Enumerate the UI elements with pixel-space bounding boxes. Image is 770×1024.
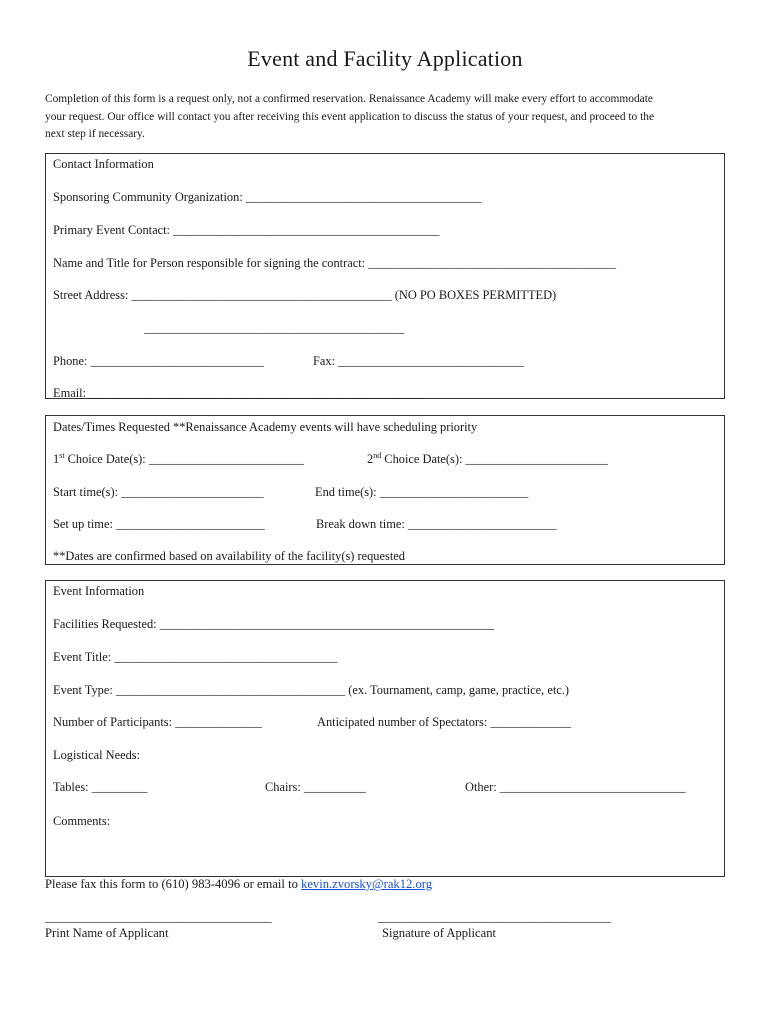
event-type-field[interactable]: Event Type: _____________________________________ (ex. Tournament, camp, game, practice, etc.) [53,683,570,697]
other-field[interactable]: Other: ______________________________ [465,780,686,794]
spectators-field[interactable]: Anticipated number of Spectators: _____________ [317,715,571,729]
logistical-needs-label: Logistical Needs: [53,748,141,762]
comments-field[interactable]: Comments: [53,814,111,828]
event-heading: Event Information [53,584,145,598]
print-name-line[interactable]: ____________________________________ [45,910,272,924]
email-field[interactable]: Email: ______________________________________________________ [53,386,424,400]
street-address-line-2-field[interactable]: __________________________________________ [144,321,405,335]
intro-line: your request. Our office will contact you after receiving this event application to discuss the status of your request, and proceed to the [45,110,655,123]
first-choice-ordinal: st [59,450,65,460]
setup-time-field[interactable]: Set up time: ________________________ [53,517,265,531]
street-address-field[interactable]: Street Address: __________________________________________ (NO PO BOXES PERMITTED) [53,288,557,302]
fax-email-instruction [45,877,432,892]
second-choice-number: 2 [367,452,374,466]
email-link[interactable]: kevin.zvorsky@rak12.org [301,877,433,891]
start-time-field[interactable]: Start time(s): _______________________ [53,485,264,499]
phone-field[interactable]: Phone: ____________________________ [53,354,264,368]
event-information-section [45,580,725,877]
second-choice-date-field[interactable] [367,451,608,467]
intro-line: next step if necessary. [45,128,145,140]
contact-heading: Contact Information [53,157,154,171]
primary-contact-field[interactable]: Primary Event Contact: ___________________________________________ [53,223,440,237]
breakdown-time-field[interactable]: Break down time: ________________________ [316,517,557,531]
print-name-label: Print Name of Applicant [45,926,169,940]
contact-information-section [45,153,725,399]
participants-field[interactable]: Number of Participants: ______________ [53,715,262,729]
dates-heading: Dates/Times Requested **Renaissance Academy events will have scheduling priority [53,420,478,434]
fax-instruction-text: Please fax this form to (610) 983-4096 or email to [45,877,302,891]
event-title-field[interactable]: Event Title: ____________________________________ [53,650,338,664]
first-choice-label: Choice Date(s): _________________________ [64,452,304,466]
contract-signer-field[interactable]: Name and Title for Person responsible for signing the contract: ________________________________________ [53,256,617,270]
sponsoring-organization-field[interactable]: Sponsoring Community Organization: ______________________________________ [53,190,482,204]
first-choice-date-field[interactable] [53,451,304,467]
end-time-field[interactable]: End time(s): ________________________ [315,485,529,499]
dates-availability-note: **Dates are confirmed based on availability of the facility(s) requested [53,549,405,563]
facilities-requested-field[interactable]: Facilities Requested: ______________________________________________________ [53,617,495,631]
intro-line: Completion of this form is a request only, not a confirmed reservation. Renaissance Academy will make every effort to accommodate [45,93,653,105]
tables-field[interactable]: Tables: _________ [53,780,148,794]
second-choice-ordinal: nd [373,450,382,460]
dates-times-section [45,415,725,565]
second-choice-label: Choice Date(s): _______________________ [381,452,608,466]
intro-paragraph [45,91,735,144]
signature-line[interactable]: _____________________________________ [378,910,611,924]
form-title: Event and Facility Application [247,46,523,71]
fax-field[interactable]: Fax: ______________________________ [313,354,524,368]
first-choice-number: 1 [53,452,60,466]
chairs-field[interactable]: Chairs: __________ [265,780,366,794]
signature-label: Signature of Applicant [382,926,497,940]
